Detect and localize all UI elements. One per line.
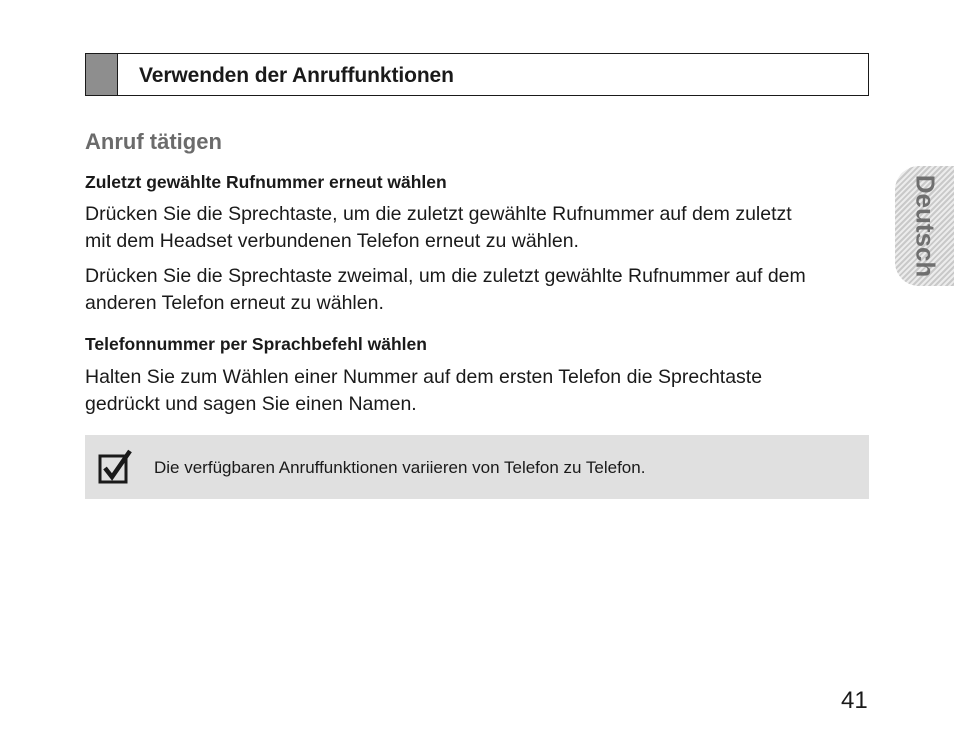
section-header bbox=[85, 53, 869, 96]
voice-dial-paragraph bbox=[85, 364, 875, 418]
section-title: Verwenden der Anruffunktionen bbox=[139, 64, 454, 87]
note-box bbox=[85, 435, 869, 499]
redial-heading: Zuletzt gewählte Rufnummer erneut wählen bbox=[85, 172, 447, 192]
note-text: Die verfügbaren Anruffunktionen variieren von Telefon zu Telefon. bbox=[154, 458, 646, 477]
language-tab bbox=[895, 166, 954, 286]
checkbox-check-icon bbox=[98, 449, 132, 485]
redial-paragraph-1-line-2: mit dem Headset verbundenen Telefon erneut zu wählen. bbox=[85, 230, 579, 252]
voice-dial-paragraph-line-2: gedrückt und sagen Sie einen Namen. bbox=[85, 393, 417, 415]
subsection-title: Anruf tätigen bbox=[85, 129, 222, 154]
redial-paragraph-1-line-1: Drücken Sie die Sprechtaste, um die zuletzt gewählte Rufnummer auf dem zuletzt bbox=[85, 203, 792, 225]
redial-paragraph-2-line-2: anderen Telefon erneut zu wählen. bbox=[85, 292, 384, 314]
redial-paragraph-2-line-1: Drücken Sie die Sprechtaste zweimal, um die zuletzt gewählte Rufnummer auf dem bbox=[85, 265, 806, 287]
section-marker bbox=[86, 54, 118, 95]
redial-paragraph-1 bbox=[85, 201, 875, 255]
redial-paragraph-2 bbox=[85, 263, 875, 317]
language-tab-label: Deutsch bbox=[910, 174, 940, 278]
voice-dial-paragraph-line-1: Halten Sie zum Wählen einer Nummer auf dem ersten Telefon die Sprechtaste bbox=[85, 366, 763, 388]
voice-dial-heading: Telefonnummer per Sprachbefehl wählen bbox=[85, 334, 427, 354]
page-number: 41 bbox=[841, 687, 868, 714]
